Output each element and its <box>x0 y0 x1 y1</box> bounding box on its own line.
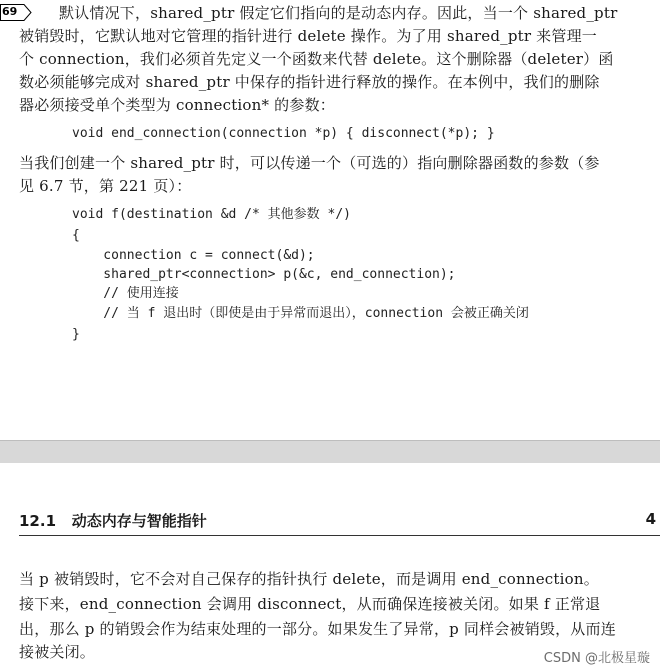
para1-line-1: 默认情况下，shared_ptr 假定它们指向的是动态内存。因此，当一个 shared_ptr <box>59 4 618 22</box>
code-line-4: shared_ptr<connection> p(&c, end_connection); <box>72 267 456 282</box>
page-marker <box>0 4 32 21</box>
para1-line-5: 器必须接受单个类型为 connection* 的参数： <box>19 96 335 114</box>
para2-line-1: 当我们创建一个 shared_ptr 时，可以传递一个（可选的）指向删除器函数的参数（参 <box>19 154 600 172</box>
page-number: 4 <box>645 510 656 528</box>
para3-line-3: 出，那么 p 的销毁会作为结束处理的一部分。如果发生了异常，p 同样会被销毁，从而连 <box>19 620 616 638</box>
watermark: CSDN @北极星璇 <box>543 651 650 666</box>
header-rule <box>19 535 660 536</box>
para2-line-2: 见 6.7 节，第 221 页）： <box>19 177 192 195</box>
para1-line-3: 个 connection，我们必须首先定义一个函数来代替 delete。这个删除器（deleter）函 <box>19 50 614 68</box>
section-title: 动态内存与智能指针 <box>71 512 207 530</box>
para1-line-2: 被销毁时，它默认地对它管理的指针进行 delete 操作。为了用 shared_ptr 来管理一 <box>19 27 597 45</box>
code-line-5: // 使用连接 <box>72 286 179 301</box>
page-gap <box>0 440 660 464</box>
section-number: 12.1 <box>19 512 57 530</box>
page-marker-number: 69 <box>2 5 18 18</box>
code-end-connection: void end_connection(connection *p) { disconnect(*p); } <box>72 126 495 141</box>
code-line-7: } <box>72 327 80 342</box>
para1-line-4: 数必须能够完成对 shared_ptr 中保存的指针进行释放的操作。在本例中，我们的删除 <box>19 73 600 91</box>
para3-line-2: 接下来，end_connection 会调用 disconnect，从而确保连接被关闭。如果 f 正常退 <box>19 595 601 613</box>
code-line-1: void f(destination &d /* 其他参数 */) <box>72 207 351 222</box>
code-line-3: connection c = connect(&d); <box>72 248 315 263</box>
section-heading <box>19 510 207 531</box>
lower-page <box>0 463 660 672</box>
para3-line-1: 当 p 被销毁时，它不会对自己保存的指针执行 delete，而是调用 end_connection。 <box>19 570 599 588</box>
para3-line-4: 接被关闭。 <box>19 643 96 661</box>
code-line-6: // 当 f 退出时（即使是由于异常而退出），connection 会被正确关闭 <box>72 306 529 321</box>
code-line-2: { <box>72 228 80 243</box>
